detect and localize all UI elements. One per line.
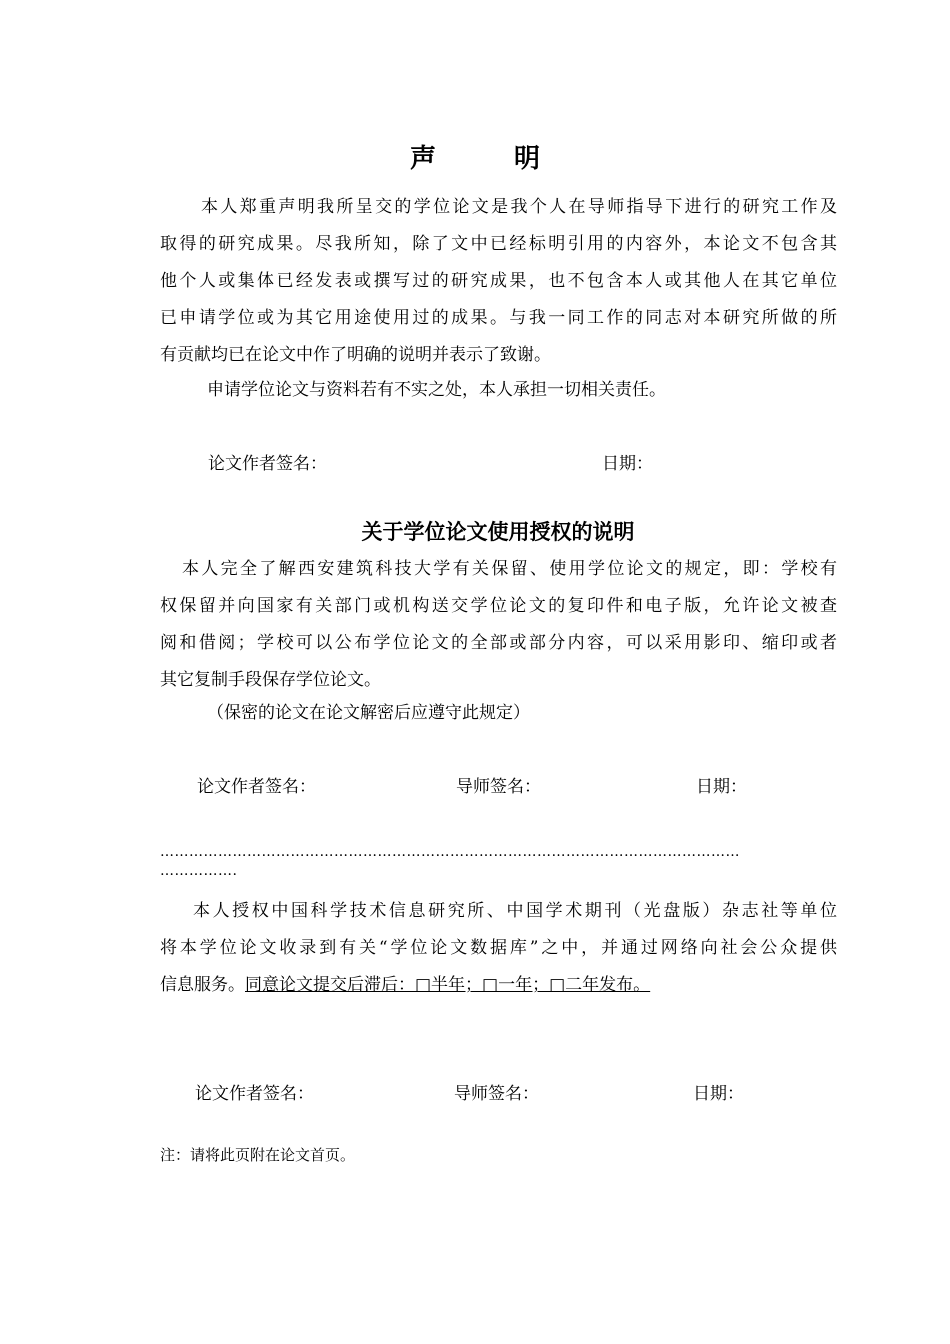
- author-signature-label: 论文作者签名：: [208, 454, 327, 474]
- paragraph-text: 信息服务。: [160, 975, 245, 995]
- date-label: 日期：: [602, 454, 653, 474]
- paragraph-line: 将本学位论文收录到有关“学位论文数据库”之中，并通过网络向社会公众提供: [160, 938, 837, 958]
- embargo-options: 同意论文提交后滞后：□半年；□一年；□二年发布。: [245, 975, 651, 995]
- paragraph-line: 本人授权中国科学技术信息研究所、中国学术期刊（光盘版）杂志社等单位: [193, 901, 837, 921]
- advisor-signature-label: 导师签名：: [456, 777, 541, 797]
- paragraph-last-line: [160, 967, 837, 1004]
- paragraph-line: 取得的研究成果。尽我所知，除了文中已经标明引用的内容外，本论文不包含其: [160, 234, 837, 254]
- date-label: 日期：: [693, 1084, 744, 1104]
- paragraph-line: 权保留并向国家有关部门或机构送交学位论文的复印件和电子版，允许论文被查: [160, 596, 837, 616]
- declaration-title-char: 明: [514, 144, 541, 174]
- paragraph-line: 其它复制手段保存学位论文。: [160, 670, 381, 690]
- paragraph-line: 本人完全了解西安建筑科技大学有关保留、使用学位论文的规定，即：学校有: [182, 559, 837, 579]
- advisor-signature-label: 导师签名：: [454, 1084, 539, 1104]
- author-signature-label: 论文作者签名：: [197, 777, 316, 797]
- confidential-note: （保密的论文在论文解密后应遵守此规定）: [207, 703, 530, 723]
- declaration-title: [0, 138, 950, 175]
- paragraph-line: 已申请学位或为其它用途使用过的成果。与我一同工作的同志对本研究所做的所: [160, 308, 837, 328]
- authorization-title: 关于学位论文使用授权的说明: [361, 520, 635, 544]
- paragraph-line: 阅和借阅；学校可以公布学位论文的全部或部分内容，可以采用影印、缩印或者: [160, 633, 837, 653]
- declaration-title-char: 声: [409, 144, 436, 174]
- author-signature-label: 论文作者签名：: [195, 1084, 314, 1104]
- paragraph-line: 他个人或集体已经发表或撰写过的研究成果，也不包含本人或其他人在其它单位: [160, 271, 837, 291]
- footnote: 注：请将此页附在论文首页。: [160, 1146, 356, 1164]
- paragraph-line: 本人郑重声明我所呈交的学位论文是我个人在导师指导下进行的研究工作及: [201, 197, 837, 217]
- responsibility-statement: 申请学位论文与资料若有不实之处，本人承担一切相关责任。: [207, 380, 666, 400]
- dotted-separator-tail: …………….: [160, 863, 238, 879]
- paragraph-line: 有贡献均已在论文中作了明确的说明并表示了致谢。: [160, 345, 551, 365]
- dotted-separator: …………………………………………………………………………………………………………: [160, 844, 740, 860]
- date-label: 日期：: [696, 777, 747, 797]
